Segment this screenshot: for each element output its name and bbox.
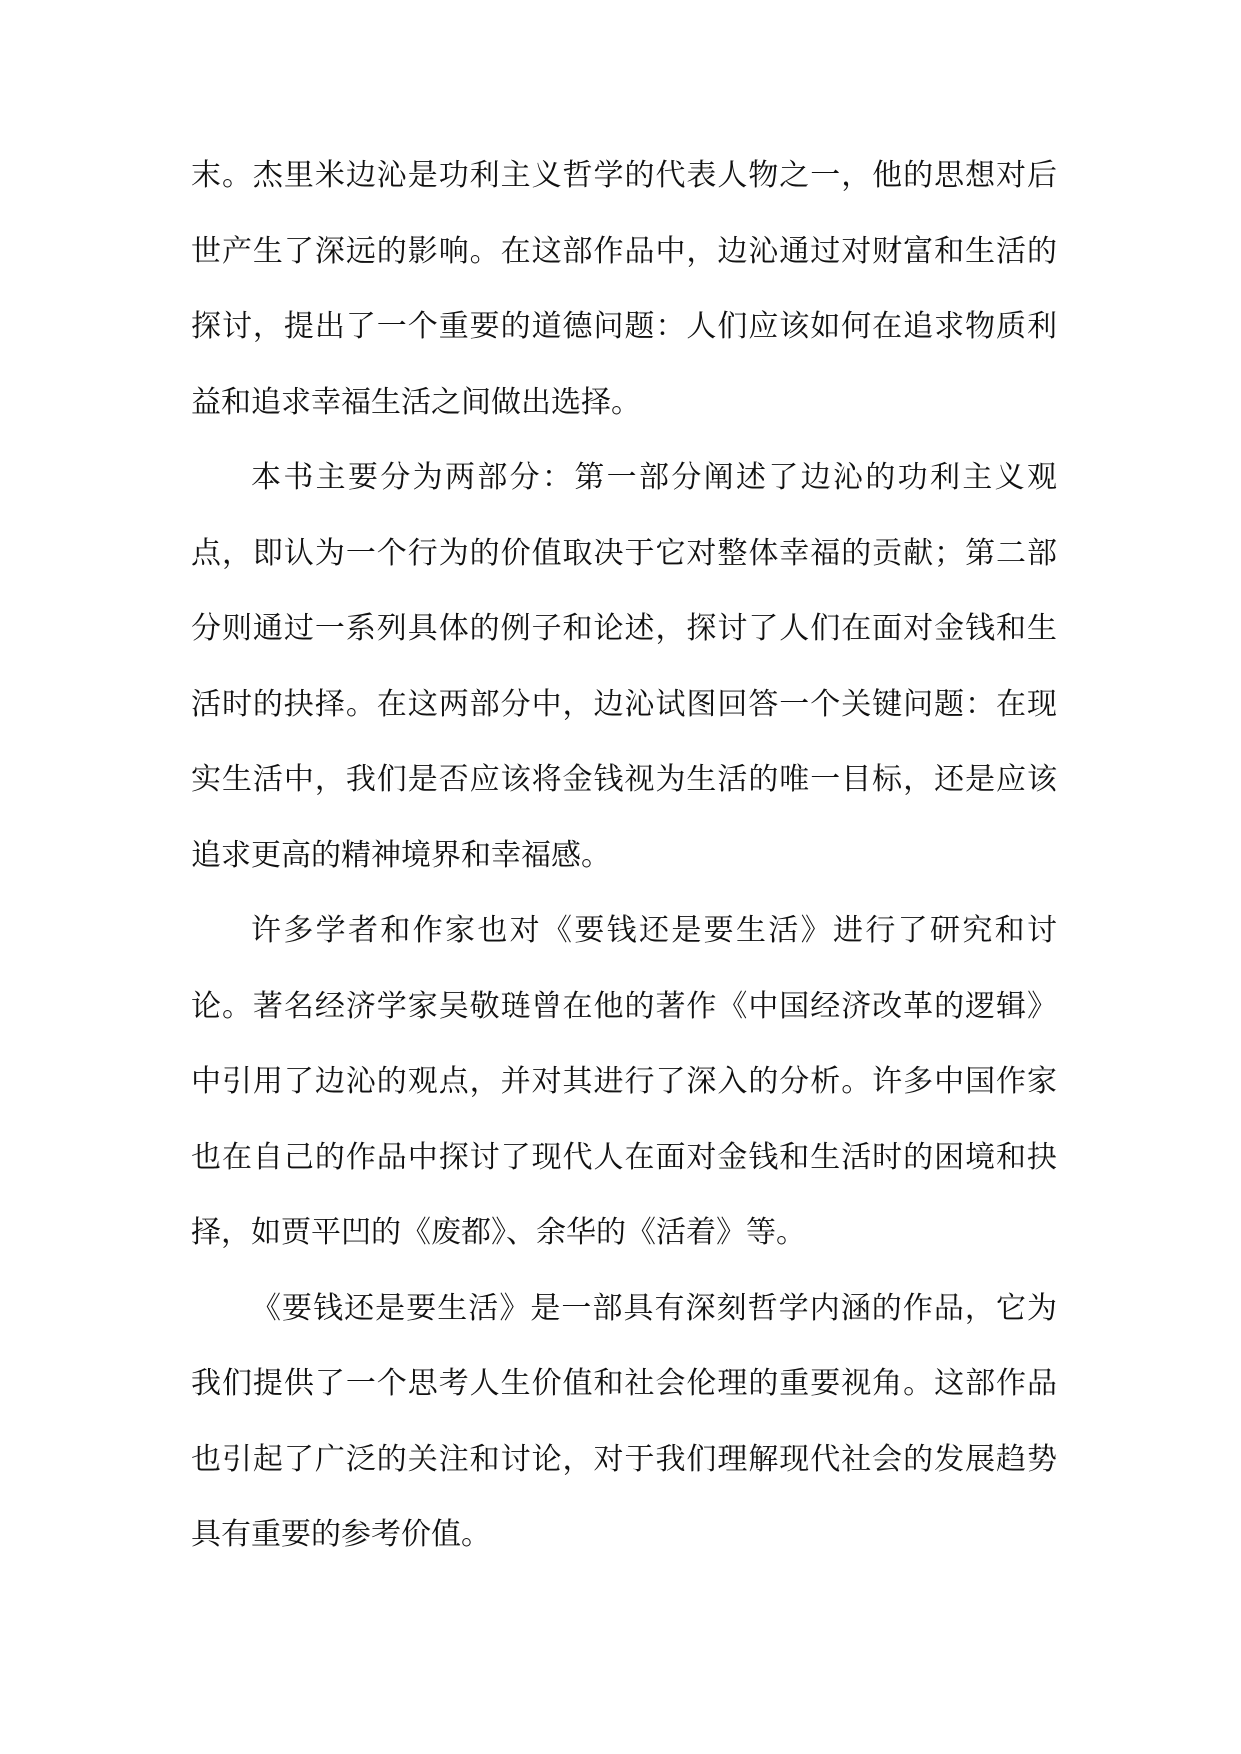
- paragraph-book-structure: 本书主要分为两部分：第一部分阐述了边沁的功利主义观点，即认为一个行为的价值取决于它对整体幸福的贡献；第二部分则通过一系列具体的例子和论述，探讨了人们在面对金钱和生活时的抉择。在这两部分中，边沁试图回答一个关键问题：在现实生活中，我们是否应该将金钱视为生活的唯一目标，还是应该追求更高的精神境界和幸福感。: [191, 460, 1057, 873]
- paragraph-continuation: 末。杰里米边沁是功利主义哲学的代表人物之一，他的思想对后世产生了深远的影响。在这部作品中，边沁通过对财富和生活的探讨，提出了一个重要的道德问题：人们应该如何在追求物质利益和追求幸福生活之间做出选择。: [191, 158, 1057, 420]
- paragraph-conclusion: 《要钱还是要生活》是一部具有深刻哲学内涵的作品，它为我们提供了一个思考人生价值和社会伦理的重要视角。这部作品也引起了广泛的关注和讨论，对于我们理解现代社会的发展趋势具有重要的参考价值。: [191, 1290, 1057, 1552]
- document-body: [191, 138, 1057, 1573]
- paragraph-scholars: 许多学者和作家也对《要钱还是要生活》进行了研究和讨论。著名经济学家吴敬琏曾在他的著作《中国经济改革的逻辑》中引用了边沁的观点，并对其进行了深入的分析。许多中国作家也在自己的作品中探讨了现代人在面对金钱和生活时的困境和抉择，如贾平凹的《废都》、余华的《活着》等。: [191, 913, 1057, 1250]
